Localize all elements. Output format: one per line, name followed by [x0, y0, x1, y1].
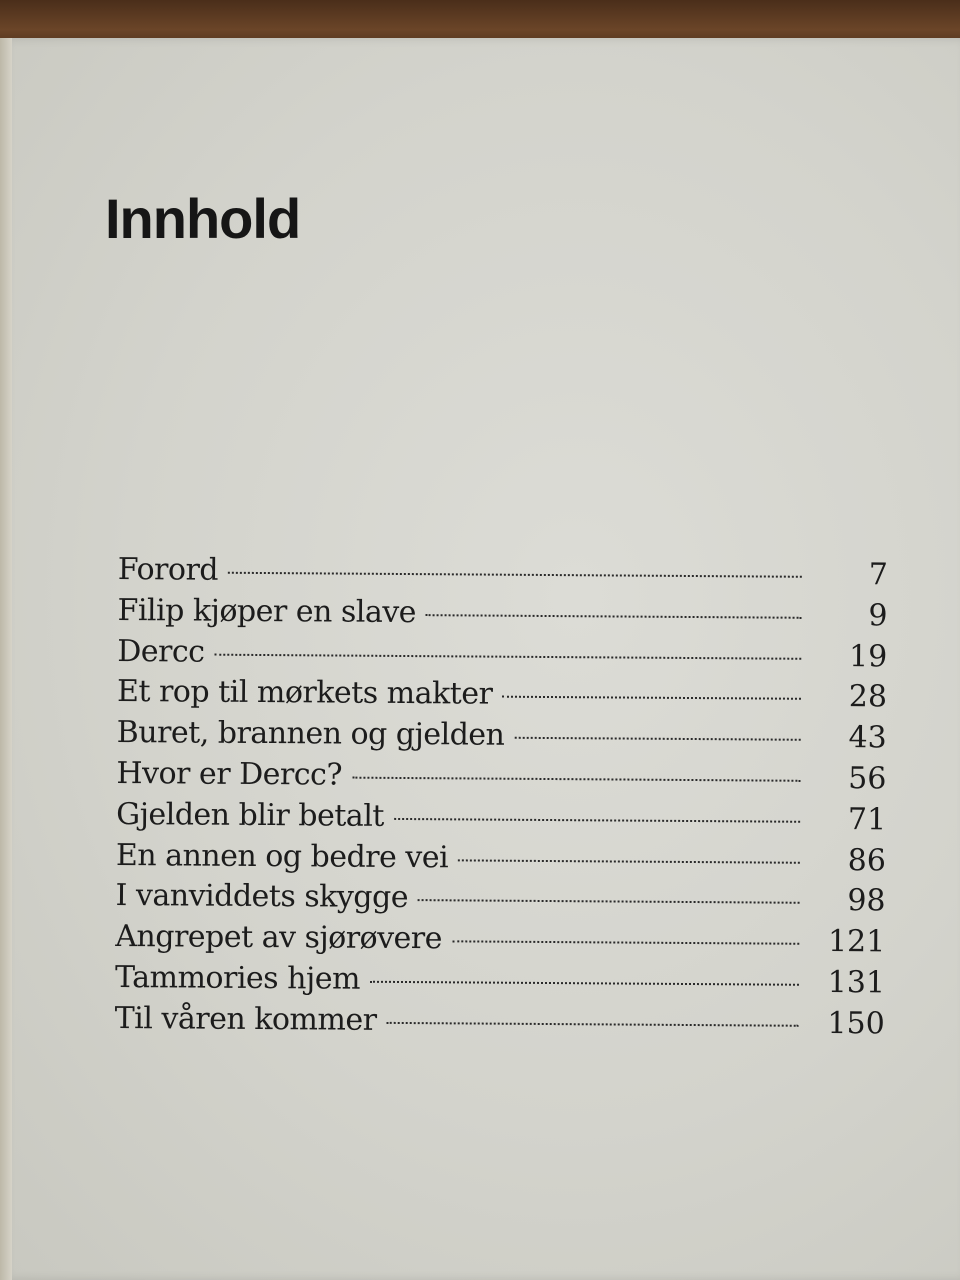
dot-leader [426, 614, 802, 619]
page-heading: Innhold [105, 187, 301, 250]
toc-entry [116, 797, 886, 843]
toc-entry-page: 28 [848, 679, 888, 715]
page-edge [0, 38, 12, 1280]
toc-entry-title: I vanviddets skygge [115, 878, 409, 916]
toc-entry [117, 634, 887, 680]
toc-entry-page: 150 [827, 1005, 885, 1042]
dot-leader [458, 859, 800, 863]
toc-entry-title: En annen og bedre vei [115, 837, 449, 875]
toc-entry-page: 56 [848, 761, 887, 797]
toc-entry-title: Buret, brannen og gjelden [116, 715, 505, 753]
toc-entry-page: 121 [827, 924, 886, 960]
dot-leader [352, 777, 800, 782]
toc-entry-title: Hvor er Dercc? [116, 755, 343, 793]
toc-entry [116, 838, 886, 884]
toc-entry [117, 715, 887, 761]
dot-leader [394, 818, 800, 823]
dot-leader [502, 696, 801, 700]
toc-entry-page: 71 [847, 801, 887, 838]
table-of-contents [115, 552, 888, 1047]
toc-entry-title: Et rop til mørkets makter [116, 674, 493, 713]
toc-entry [118, 552, 888, 598]
toc-entry-page: 7 [868, 557, 888, 593]
toc-entry-page: 9 [868, 598, 888, 634]
toc-entry [117, 593, 887, 639]
toc-entry-page: 86 [847, 842, 886, 878]
dot-leader [514, 737, 800, 741]
toc-entry-title: Gjelden blir betalt [116, 796, 385, 834]
dot-leader [386, 1022, 798, 1027]
toc-entry-page: 43 [848, 720, 887, 756]
dot-leader [452, 941, 799, 945]
toc-entry-page: 19 [848, 638, 888, 674]
toc-entry [115, 1001, 885, 1047]
toc-entry [116, 756, 886, 802]
toc-entry-title: Dercc [117, 633, 205, 670]
dot-leader [228, 572, 802, 578]
toc-entry [117, 674, 887, 720]
toc-entry-page: 98 [847, 883, 886, 919]
toc-entry-title: Angrepet av sjørøvere [115, 919, 443, 957]
toc-entry-title: Filip kjøper en slave [117, 592, 417, 630]
dot-leader [215, 653, 802, 659]
dot-leader [370, 981, 799, 986]
toc-entry-title: Forord [117, 552, 219, 588]
toc-entry-title: Tammories hjem [114, 959, 361, 997]
toc-entry [115, 960, 885, 1006]
toc-entry-page: 131 [827, 964, 886, 1001]
toc-entry [115, 919, 885, 965]
toc-entry [115, 878, 885, 924]
dot-leader [418, 899, 800, 904]
toc-entry-title: Til våren kommer [114, 1000, 377, 1038]
